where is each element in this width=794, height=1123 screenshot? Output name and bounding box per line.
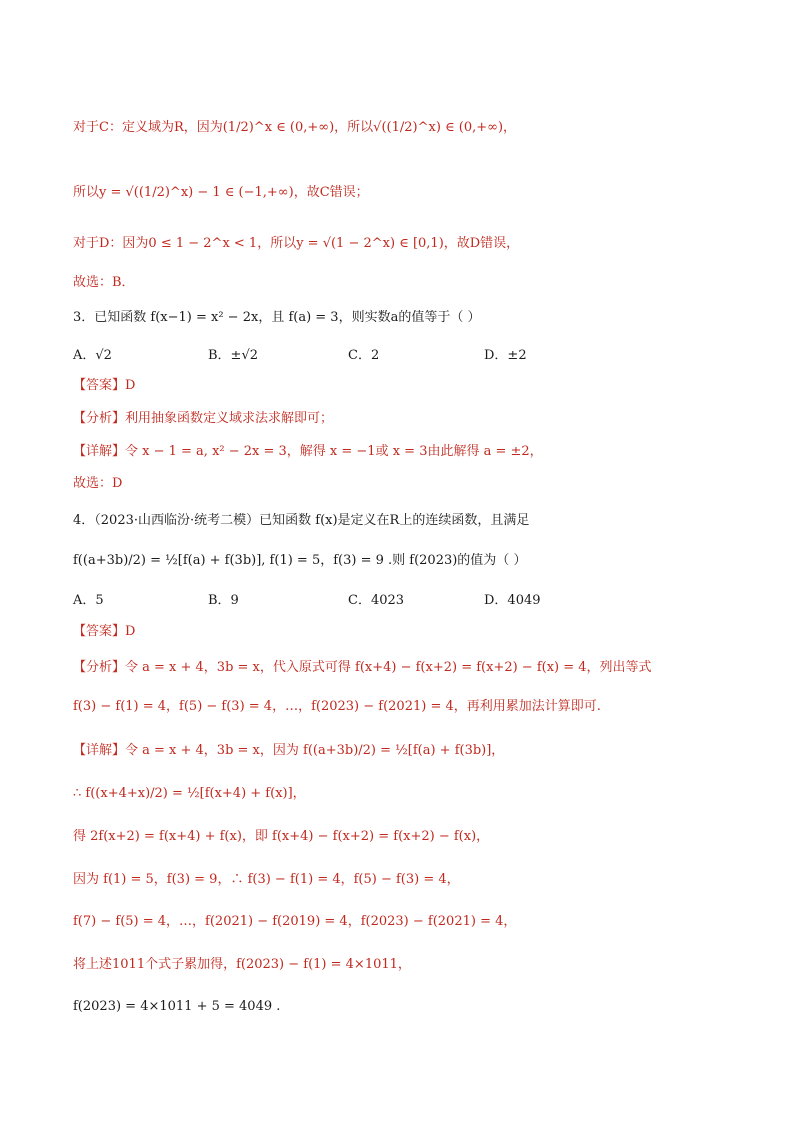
q3-option-d: D．±2 [484, 348, 527, 363]
q4-option-c: C．4023 [348, 593, 405, 608]
q3-analysis: 【分析】利用抽象函数定义域求法求解即可； [73, 411, 334, 426]
q4-detail-step-1: ∴ f((x+4+x)/2) = ½[f(x+4) + f(x)]， [73, 786, 306, 801]
text-line-option-c-range: 所以y = √((1/2)^x) − 1 ∈ (−1,+∞)，故C错误； [73, 185, 369, 200]
q4-detail-step-3: 因为 f(1) = 5，f(3) = 9，∴ f(3) − f(1) = 4，f(5) − f(3) = 4， [73, 872, 460, 887]
q4-analysis: 【分析】令 a = x + 4，3b = x，代入原式可得 f(x+4) − f(x+2) = f(x+2) − f(x) = 4，列出等式 [73, 660, 652, 675]
question-4-condition: f((a+3b)/2) = ½[f(a) + f(3b)], f(1) = 5，f(3) = 9 .则 f(2023)的值为（ ） [73, 553, 527, 568]
q4-option-d: D．4049 [484, 593, 541, 608]
text-line-option-c-domain: 对于C：定义域为R，因为(1/2)^x ∈ (0,+∞)，所以√((1/2)^x) ∈ (0,+∞)， [73, 120, 517, 135]
text-line-option-d: 对于D：因为0 ≤ 1 − 2^x < 1，所以y = √(1 − 2^x) ∈ [0,1)，故D错误， [73, 236, 520, 251]
text-line-choose-b: 故选：B． [73, 275, 135, 290]
q3-choose: 故选：D [73, 476, 123, 491]
q3-option-a: A．√2 [73, 348, 112, 363]
q4-detail-step-5: 将上述1011个式子累加得，f(2023) − f(1) = 4×1011， [73, 957, 411, 972]
q4-detail-step-2: 得 2f(x+2) = f(x+4) + f(x)，即 f(x+4) − f(x+2) = f(x+2) − f(x)， [73, 829, 490, 844]
q3-detail: 【详解】令 x − 1 = a, x² − 2x = 3，解得 x = −1或 x = 3由此解得 a = ±2， [73, 444, 543, 459]
q4-answer: 【答案】D [73, 624, 136, 639]
q3-answer: 【答案】D [73, 378, 136, 393]
q3-option-c: C．2 [348, 348, 380, 363]
q3-option-b: B．±√2 [208, 348, 259, 363]
question-3-stem: 3．已知函数 f(x−1) = x² − 2x，且 f(a) = 3，则实数a的值等于（ ） [73, 310, 481, 325]
q4-option-b: B．9 [208, 593, 239, 608]
q4-analysis-cont: f(3) − f(1) = 4，f(5) − f(3) = 4，…，f(2023) − f(2021) = 4，再利用累加法计算即可. [73, 699, 601, 714]
q4-option-a: A．5 [73, 593, 104, 608]
q4-detail-step-4: f(7) − f(5) = 4，…，f(2021) − f(2019) = 4，f(2023) − f(2021) = 4， [73, 914, 517, 929]
q4-detail: 【详解】令 a = x + 4，3b = x，因为 f((a+3b)/2) = ½[f(a) + f(3b)]， [73, 743, 505, 758]
question-4-stem: 4．（2023·山西临汾·统考二模）已知函数 f(x)是定义在R上的连续函数，且满足 [73, 513, 530, 528]
q4-detail-result: f(2023) = 4×1011 + 5 = 4049 . [73, 999, 281, 1014]
